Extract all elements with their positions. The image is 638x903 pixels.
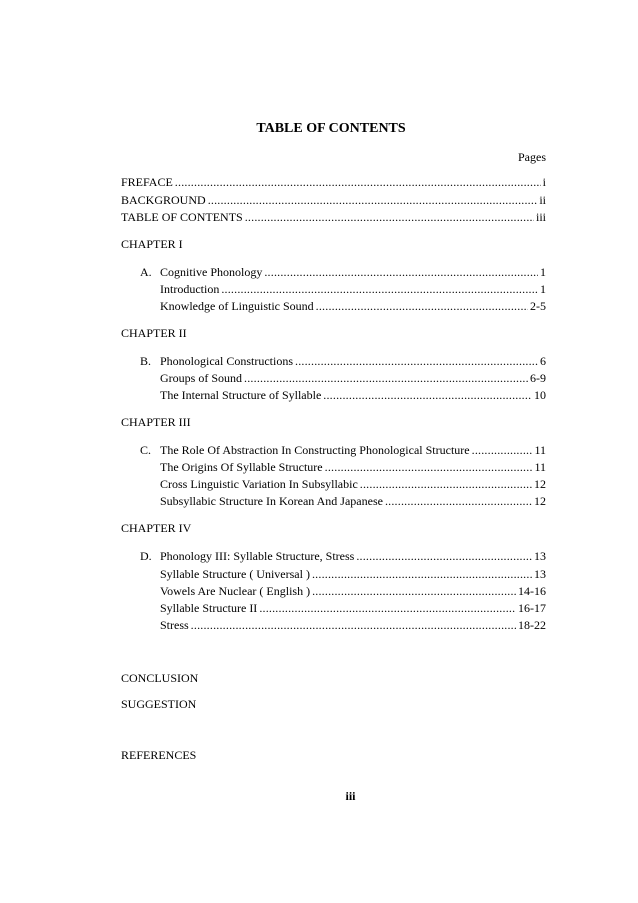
toc-entry-title: The Role Of Abstraction In Constructing Phonological Structure — [160, 443, 470, 457]
toc-entry-page: 1 — [540, 282, 546, 296]
toc-entry — [160, 548, 546, 564]
dot-leader — [221, 281, 538, 297]
dot-leader — [312, 566, 532, 582]
toc-entry-title: Stress — [160, 618, 189, 632]
toc-entry — [160, 583, 546, 599]
toc-entry-page: 12 — [534, 494, 546, 508]
section-letter: D. — [140, 549, 152, 563]
toc-entry-title: The Origins Of Syllable Structure — [160, 460, 323, 474]
chapter-heading: CHAPTER I — [121, 237, 183, 251]
toc-entry-table-of-contents — [121, 209, 546, 225]
toc-entry-title: Cognitive Phonology — [160, 265, 263, 279]
dot-leader — [316, 298, 528, 314]
dot-leader — [259, 600, 516, 616]
dot-leader — [323, 387, 532, 403]
toc-entry-page: 16-17 — [518, 601, 546, 615]
toc-entry — [160, 370, 546, 386]
chapter-heading: CHAPTER II — [121, 326, 187, 340]
dot-leader — [295, 353, 538, 369]
back-matter-conclusion: CONCLUSION — [121, 671, 199, 685]
toc-entry — [160, 459, 546, 475]
toc-entry-page: 11 — [534, 460, 546, 474]
toc-entry-title: Subsyllabic Structure In Korean And Japanese — [160, 494, 383, 508]
toc-entry-title: Syllable Structure ( Universal ) — [160, 567, 310, 581]
toc-entry-page: 1 — [540, 265, 546, 279]
toc-entry-title: TABLE OF CONTENTS — [121, 210, 243, 224]
pages-column-label: Pages — [518, 150, 546, 164]
dot-leader — [356, 548, 532, 564]
toc-entry-title: Vowels Are Nuclear ( English ) — [160, 584, 311, 598]
chapter-heading: CHAPTER III — [121, 415, 191, 429]
toc-entry-title: Groups of Sound — [160, 371, 243, 385]
back-matter-references: REFERENCES — [121, 748, 197, 762]
back-matter-suggestion: SUGGESTION — [121, 697, 197, 711]
toc-entry-page: ii — [539, 193, 546, 207]
dot-leader — [244, 370, 528, 386]
toc-entry — [160, 600, 546, 616]
toc-entry-page: 2-5 — [530, 299, 546, 313]
dot-leader — [360, 476, 532, 492]
section-letter: C. — [140, 443, 152, 457]
toc-entry-title: FREFACE — [121, 175, 173, 189]
dot-leader — [175, 174, 541, 190]
toc-entry-title: Phonology III: Syllable Structure, Stress — [160, 549, 355, 563]
toc-entry-page: 13 — [534, 549, 546, 563]
toc-entry — [160, 442, 546, 458]
toc-entry — [160, 476, 546, 492]
toc-entry — [160, 566, 546, 582]
toc-entry — [160, 493, 546, 509]
dot-leader — [264, 264, 538, 280]
toc-entry — [160, 387, 546, 403]
page-title: TABLE OF CONTENTS — [256, 121, 406, 136]
dot-leader — [245, 209, 534, 225]
toc-entry-page: 11 — [534, 443, 546, 457]
toc-entry — [160, 617, 546, 633]
toc-entry-title: BACKGROUND — [121, 193, 206, 207]
toc-entry — [160, 353, 546, 369]
toc-entry-title: The Internal Structure of Syllable — [160, 388, 322, 402]
toc-entry-page: 12 — [534, 477, 546, 491]
dot-leader — [191, 617, 516, 633]
section-letter: A. — [140, 265, 152, 279]
dot-leader — [312, 583, 516, 599]
toc-entry-page: 18-22 — [518, 618, 546, 632]
toc-entry-page: 14-16 — [518, 584, 546, 598]
toc-entry-preface — [121, 174, 546, 190]
chapter-heading: CHAPTER IV — [121, 521, 192, 535]
toc-entry — [160, 281, 546, 297]
toc-entry-page: 10 — [534, 388, 546, 402]
dot-leader — [208, 192, 538, 208]
toc-entry — [160, 298, 546, 314]
toc-entry-page: iii — [535, 210, 546, 224]
toc-entry — [160, 264, 546, 280]
toc-entry-title: Introduction — [160, 282, 220, 296]
toc-entry-title: Phonological Constructions — [160, 354, 293, 368]
dot-leader — [385, 493, 532, 509]
dot-leader — [472, 442, 533, 458]
toc-entry-page: 13 — [534, 567, 546, 581]
toc-entry-page: 6-9 — [530, 371, 546, 385]
page-number: iii — [345, 789, 356, 803]
toc-entry-title: Cross Linguistic Variation In Subsyllabic — [160, 477, 358, 491]
toc-entry-page: i — [542, 175, 546, 189]
toc-entry-page: 6 — [540, 354, 546, 368]
toc-entry-background — [121, 192, 546, 208]
toc-entry-title: Knowledge of Linguistic Sound — [160, 299, 314, 313]
section-letter: B. — [140, 354, 152, 368]
dot-leader — [325, 459, 533, 475]
toc-entry-title: Syllable Structure II — [160, 601, 258, 615]
